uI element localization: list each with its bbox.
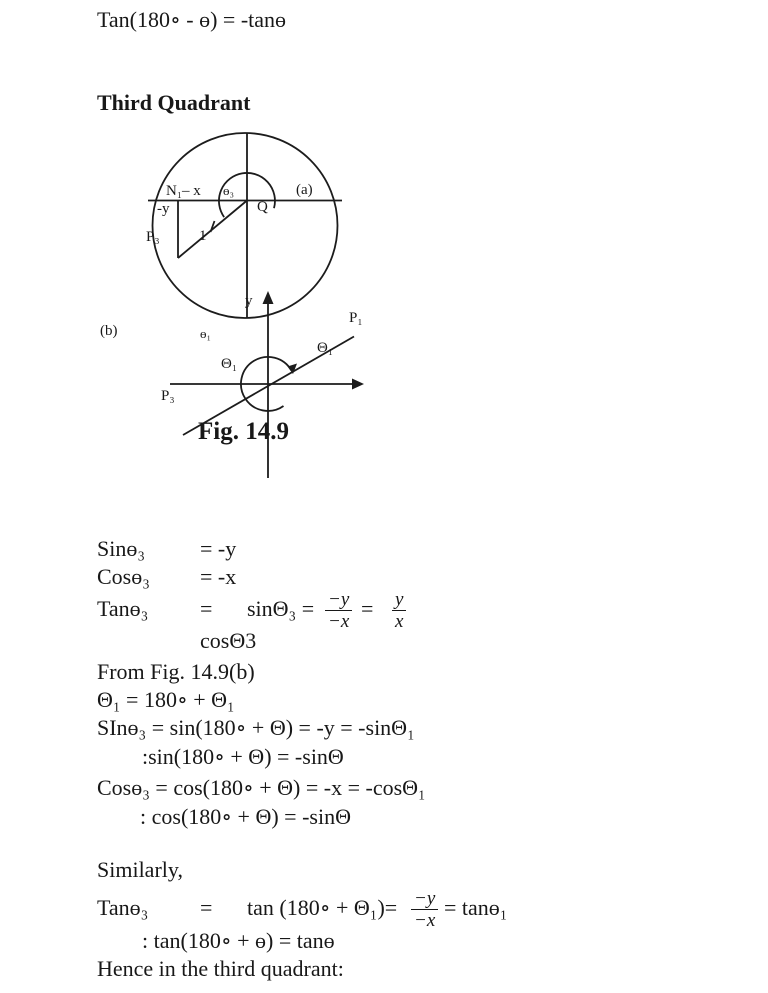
- y-axis-arrowhead: [263, 291, 274, 304]
- label-part-a: (a): [296, 182, 313, 198]
- fraction-denominator: −x: [328, 611, 350, 632]
- eq-tan3-equals-2: =: [361, 596, 374, 621]
- eq-sin3-lhs: Sinɵ₃: [97, 536, 146, 561]
- fraction-numerator: −y: [411, 889, 438, 910]
- fraction-negy-negx-2: [411, 889, 438, 930]
- fraction-denominator: x: [395, 611, 404, 632]
- eq-cos-identity: : cos(180∘ + Θ) = -sinΘ: [140, 804, 351, 829]
- radius-hypotenuse: [178, 201, 247, 259]
- label-theta1-small: ɵ₁: [200, 326, 212, 341]
- label-unit-radius: 1: [199, 228, 207, 244]
- eq-cos-theta-denominator: cosΘ3: [200, 628, 257, 653]
- eq-tan-expansion: tan (180∘ + Θ₁)=: [247, 895, 398, 920]
- eq-tan3-equals: =: [200, 596, 213, 621]
- label-theta1-left: Θ₁: [221, 356, 238, 372]
- angle-arc-arrowhead: [288, 364, 298, 375]
- label-p3-axes: P₃: [161, 388, 175, 404]
- eq-theta-relation: Θ₁ = 180∘ + Θ₁: [97, 687, 235, 712]
- fraction-y-x: [392, 590, 406, 631]
- label-q: Q: [257, 199, 268, 215]
- fraction-denominator: −x: [414, 910, 436, 931]
- label-p1: P₁: [349, 310, 363, 326]
- eq-tan-identity: : tan(180∘ + ɵ) = tanɵ: [142, 928, 335, 953]
- label-neg-y: -y: [157, 201, 170, 217]
- eq-tan3-sin-theta: sinΘ₃ =: [247, 596, 315, 621]
- eq-cos-expansion: Cosɵ₃ = cos(180∘ + Θ) = -x = -cosΘ₁: [97, 775, 426, 800]
- fraction-negy-negx: [325, 590, 352, 631]
- eq-sin-expansion: SInɵ₃ = sin(180∘ + Θ) = -y = -sinΘ₁: [97, 715, 415, 740]
- label-part-b: (b): [100, 323, 118, 339]
- figure-caption: Fig. 14.9: [198, 418, 289, 445]
- label-theta1-on-line: Θ₁: [317, 340, 334, 356]
- eq-hence: Hence in the third quadrant:: [97, 956, 344, 981]
- eq-from-fig: From Fig. 14.9(b): [97, 659, 255, 684]
- section-heading: Third Quadrant: [97, 90, 251, 115]
- eq-tan-lhs: Tanɵ₃: [97, 895, 149, 920]
- label-p3-circle: P₃: [146, 229, 160, 245]
- x-axis-arrowhead: [352, 379, 364, 390]
- unit-circle: [153, 133, 338, 318]
- eq-similarly: Similarly,: [97, 857, 183, 882]
- eq-cos3-rhs: = -x: [200, 564, 237, 589]
- eq-cos3-lhs: Cosɵ₃: [97, 564, 150, 589]
- label-theta3: ɵ₃: [223, 183, 235, 198]
- label-y-axis: y: [245, 293, 253, 309]
- formula-tan-supplement: Tan(180∘ - ɵ) = -tanɵ: [97, 7, 287, 32]
- label-n1-minus-x: N₁– x: [166, 183, 201, 199]
- fraction-numerator: −y: [325, 590, 352, 611]
- eq-sin3-rhs: = -y: [200, 536, 237, 561]
- eq-tan3-lhs: Tanɵ₃: [97, 596, 149, 621]
- eq-sin-identity: :sin(180∘ + Θ) = -sinΘ: [142, 744, 344, 769]
- fraction-numerator: y: [392, 590, 406, 611]
- eq-tan-equals: =: [200, 895, 213, 920]
- eq-tan-result: = tanɵ₁: [444, 895, 508, 920]
